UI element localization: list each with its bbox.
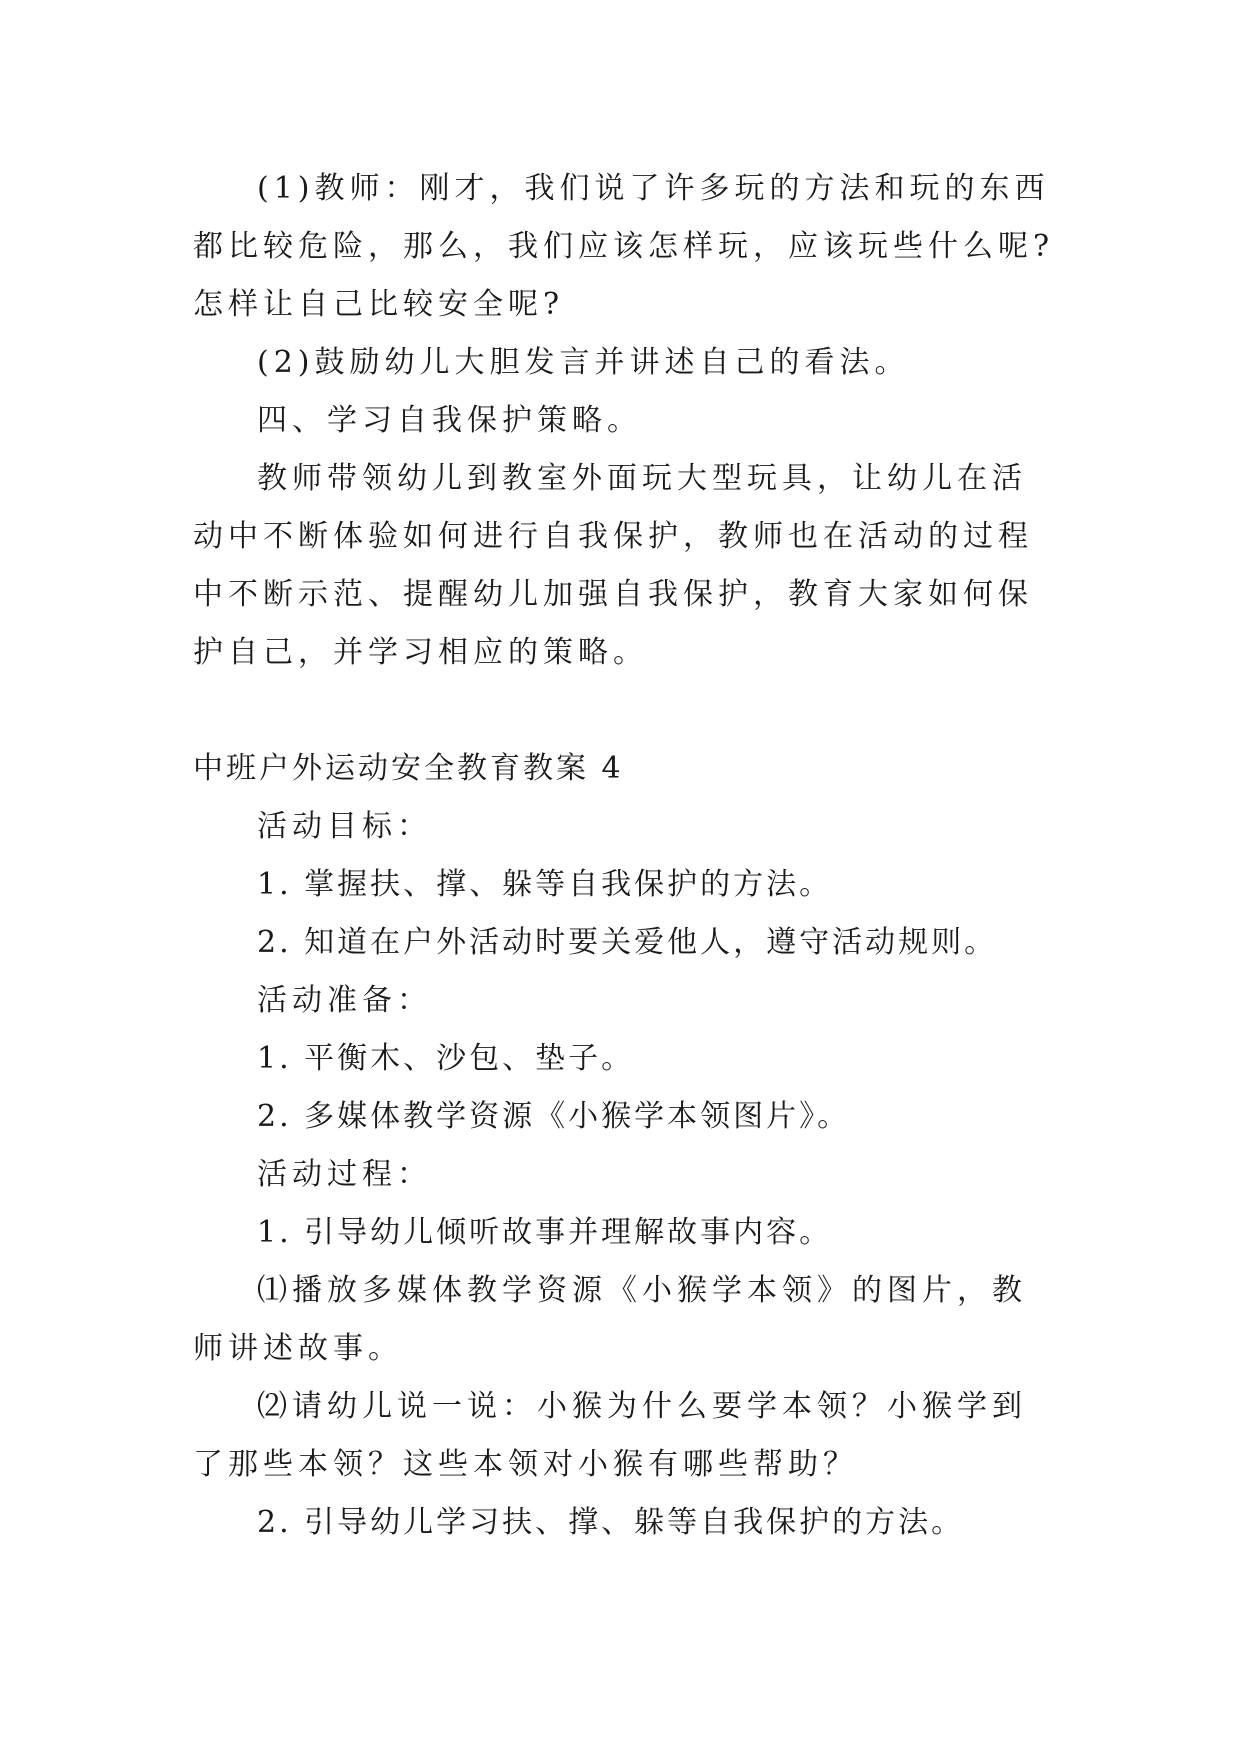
document-body [193, 160, 1055, 1552]
process-subitem-2: ⑵请幼儿说一说：小猴为什么要学本领？小猴学到了那些本领？这些本领对小猴有哪些帮助？ [193, 1389, 1027, 1482]
paragraph-outdoor-play: 教师带领幼儿到教室外面玩大型玩具，让幼儿在活动中不断体验如何进行自我保护，教师也在活动的过程中不断示范、提醒幼儿加强自我保护，教育大家如何保护自己，并学习相应的策略。 [193, 461, 1033, 670]
section-spacer [193, 682, 1055, 740]
paragraph-encourage: (2)鼓励幼儿大胆发言并讲述自己的看法。 [257, 345, 910, 380]
preparation-item-1: 1. 平衡木、沙包、垫子。 [257, 1041, 635, 1076]
preparation-item-2: 2. 多媒体教学资源《小猴学本领图片》。 [257, 1099, 851, 1134]
heading-preparation: 活动准备： [257, 983, 432, 1018]
section-title: 中班户外运动安全教育教案 4 [193, 751, 624, 786]
goal-item-2: 2. 知道在户外活动时要关爱他人，遵守活动规则。 [257, 925, 998, 960]
heading-goals: 活动目标： [257, 809, 432, 844]
paragraph-teacher-question: (1)教师：刚才，我们说了许多玩的方法和玩的东西都比较危险，那么，我们应该怎样玩，应该玩些什么呢?怎样让自己比较安全呢? [193, 171, 1055, 322]
paragraph-step-four: 四、学习自我保护策略。 [257, 403, 642, 438]
process-item-2: 2. 引导幼儿学习扶、撑、躲等自我保护的方法。 [257, 1505, 965, 1540]
heading-process: 活动过程： [257, 1157, 432, 1192]
goal-item-1: 1. 掌握扶、撑、躲等自我保护的方法。 [257, 867, 833, 902]
process-item-1: 1. 引导幼儿倾听故事并理解故事内容。 [257, 1215, 833, 1250]
process-subitem-1: ⑴播放多媒体教学资源《小猴学本领》的图片，教师讲述故事。 [193, 1273, 1027, 1366]
